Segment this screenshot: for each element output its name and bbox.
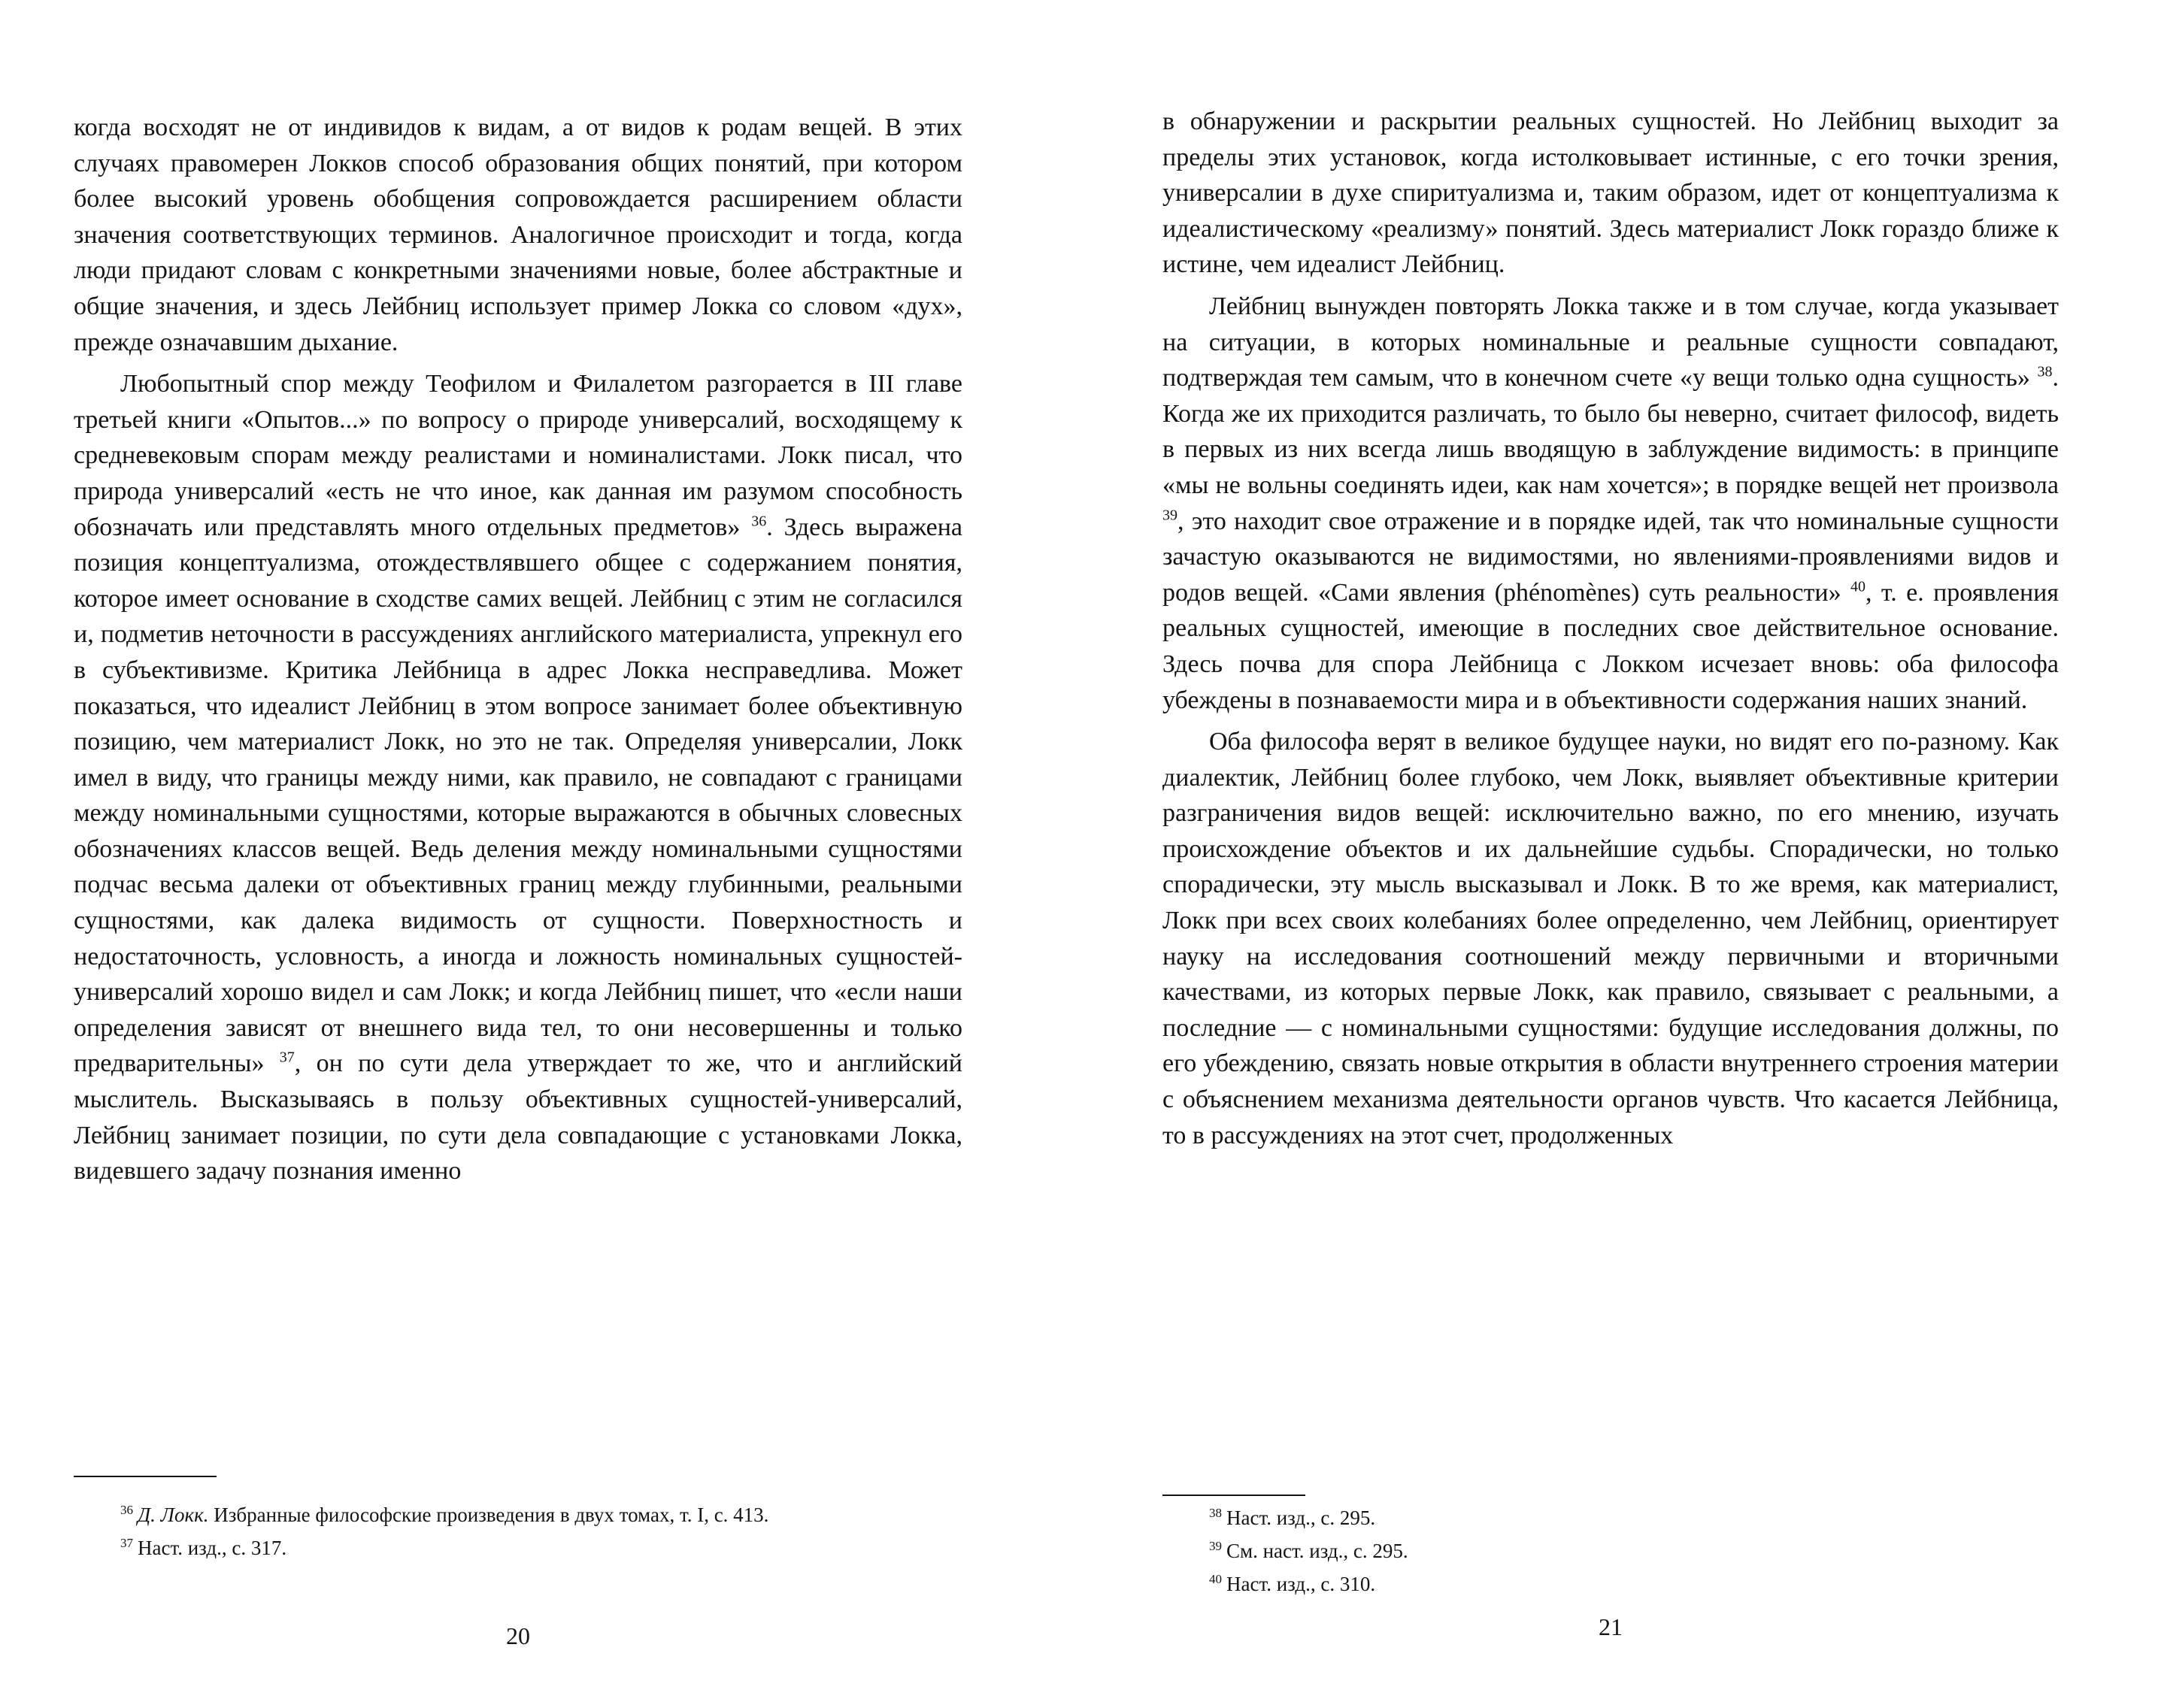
footnote xyxy=(74,1496,962,1529)
footnote xyxy=(1162,1565,2059,1598)
footnote-text: Наст. изд., с. 317. xyxy=(138,1537,287,1559)
footnote-number: 36 xyxy=(120,1503,133,1517)
footnote-number: 39 xyxy=(1209,1539,1222,1553)
footnote-ref: 40 xyxy=(1850,578,1866,595)
footnote-ref: 38 xyxy=(2037,363,2053,380)
page-number: 20 xyxy=(506,1622,530,1649)
paragraph: Оба философа верят в великое будущее науки, но видят его по-разному. Как диалектик, Лейбниц более глубоко, чем Локк, выявляет объективные критерии разграничения видов вещей: исключительно важно, по его мнению, изучать происхождение объектов и их дальнейшие судьбы. Спорадически, но только спорадически, эту мысль высказывал и Локк. В то же время, как материалист, Локк при всех своих колебаниях более определенно, чем Лейбниц, ориентирует науку на исследования соотношений между первичными и вторичными качествами, из которых первые Локк, как правило, связывает с реальными, а последние — с номинальными сущностями: будущие исследования должны, по его убеждению, связать новые открытия в области внутреннего строения материи с объяснением механизма деятельности органов чувств. Что касается Лейбница, то в рассуждениях на этот счет, продолженных xyxy=(1162,728,2059,1149)
left-page-body xyxy=(74,110,962,1189)
paragraph: в обнаружении и раскрытии реальных сущностей. Но Лейбниц выходит за пределы этих установок, когда истолковывает истинные, с его точки зрения, универсалии в духе спиритуализма и, таким образом, идет от концептуализма к идеалистическому «реализму» понятий. Здесь материалист Локк гораздо ближе к истине, чем идеалист Лейбниц. xyxy=(1162,108,2059,279)
footnote-separator xyxy=(74,1476,217,1477)
footnote xyxy=(74,1529,962,1562)
footnote xyxy=(1162,1499,2059,1532)
footnote-text: Наст. изд., с. 295. xyxy=(1226,1507,1376,1529)
paragraph: Лейбниц вынужден повторять Локка также и в том случае, когда указывает на ситуации, в которых номинальные и реальные сущности совпадают, подтверждая тем самым, что в конечном счете «у вещи только одна сущность» $^{38}$. Когда же их приходится различать, то было бы неверно, считает философ, видеть в первых из них всегда лишь вводящую в заблуждение видимость: в принципе «мы не вольны соединять идеи, как нам хочется»; в порядке вещей нет произвола $^{39}$, это находит свое отражение и в порядке идей, так что номинальные сущности зачастую оказываются не видимостями, но явлениями-проявлениями видов и родов вещей. «Сами явления (phénomènes) суть реальности» $^{40}$, т. е. проявления реальных сущностей, имеющие в последних свое действительное основание. Здесь почва для спора Лейбница с Локком исчезает вновь: оба философа убеждены в познаваемости мира и в объективности содержания наших знаний. xyxy=(1162,292,2059,714)
paragraph: Любопытный спор между Теофилом и Филалетом разгорается в III главе третьей книги «Опытов...» по вопросу о природе универсалий, восходящему к средневековым спорам между реалистами и номиналистами. Локк писал, что природа универсалий «есть не что иное, как данная им разумом способность обозначать или представлять много отдельных предметов» $^{36}$. Здесь выражена позиция концептуализма, отождествлявшего общее с содержанием понятия, которое имеет основание в сходстве самих вещей. Лейбниц с этим не согласился и, подметив неточности в рассуждениях английского материалиста, упрекнул его в субъективизме. Критика Лейбница в адрес Локка несправедлива. Может показаться, что идеалист Лейбниц в этом вопросе занимает более объективную позицию, чем материалист Локк, но это не так. Определяя универсалии, Локк имел в виду, что границы между ними, как правило, не совпадают с границами между номинальными сущностями, которые выражаются в обычных словесных обозначениях классов вещей. Ведь деления между номинальными сущностями подчас весьма далеки от объективных границ между глубинными, реальными сущностями, как далека видимость от сущности. Поверхностность и недостаточность, условность, а иногда и ложность номинальных сущностей-универсалий хорошо видел и сам Локк; и когда Лейбниц пишет, что «если наши определения зависят от внешнего вида тел, то они несовершенны и только предварительны» $^{37}$, он по сути дела утверждает то же, что и английский мыслитель. Высказываясь в пользу объективных сущностей-универсалий, Лейбниц занимает позиции, по сути дела совпадающие с установками Локка, видевшего задачу познания именно xyxy=(74,370,963,1186)
footnote-separator xyxy=(1162,1494,1305,1496)
paragraph: когда восходят не от индивидов к видам, а от видов к родам вещей. В этих случаях правомерен Локков способ образования общих понятий, при котором более высокий уровень обобщения сопровождается расширением области значения соответствующих терминов. Аналогичное происходит и тогда, когда люди придают словам с конкретными значениями новые, более абстрактные и общие значения, и здесь Лейбниц использует пример Локка со словом «дух», прежде означавшим дыхание. xyxy=(74,114,962,356)
footnote-ref: 39 xyxy=(1162,507,1178,524)
right-page-footnotes xyxy=(1162,1499,2059,1598)
left-page-footnotes xyxy=(74,1496,962,1562)
footnote xyxy=(1162,1532,2059,1565)
right-page-body xyxy=(1162,104,2059,1153)
footnote-text: Избранные философские произведения в двух томах, т. I, с. 413. xyxy=(208,1504,769,1526)
footnote-text: См. наст. изд., с. 295. xyxy=(1226,1540,1408,1562)
footnote-number: 40 xyxy=(1209,1572,1222,1586)
footnote-author: Д. Локк. xyxy=(138,1504,209,1526)
footnote-ref: 36 xyxy=(751,513,767,530)
footnote-text: Наст. изд., с. 310. xyxy=(1226,1573,1376,1595)
footnote-number: 38 xyxy=(1209,1506,1222,1520)
footnote-ref: 37 xyxy=(279,1049,295,1067)
footnote-number: 37 xyxy=(120,1536,133,1550)
page-number: 21 xyxy=(1599,1613,1623,1640)
